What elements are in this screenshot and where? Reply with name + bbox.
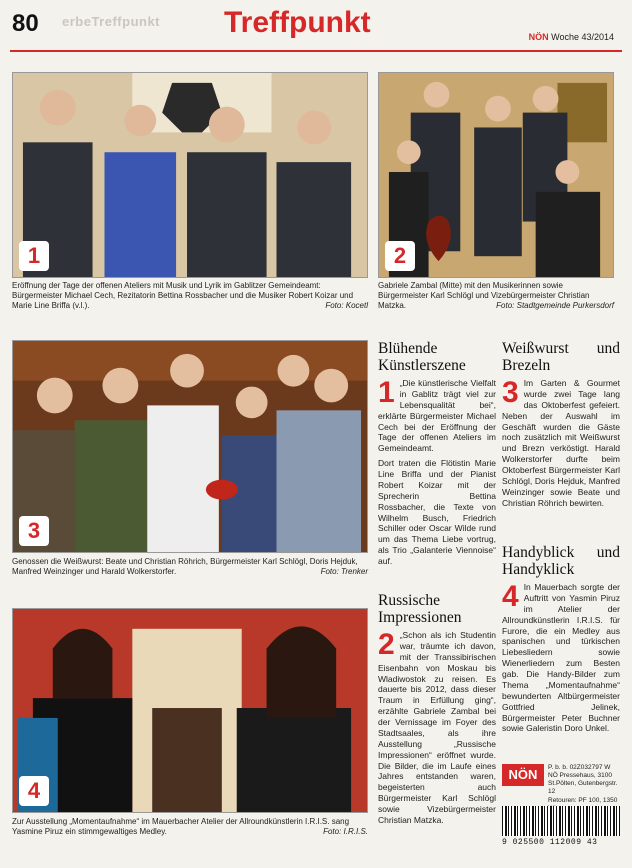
photo-4-credit: Foto: I.R.I.S. bbox=[323, 827, 368, 836]
photo-3-caption bbox=[12, 557, 368, 577]
article-handyblick-number: 4 bbox=[502, 580, 519, 614]
photo-4 bbox=[12, 608, 368, 813]
photo-2 bbox=[378, 72, 614, 278]
postal-line-1: P. b. b. 02Z032797 W bbox=[548, 764, 611, 771]
photo-4-caption bbox=[12, 817, 368, 837]
photo-3-caption-text: Genossen die Weißwurst: Beate und Christian Röhrich, Bürgermeister Karl Schlögl, Doris Hejduk, Manfred Weinzinger und Harald Wolkerstorfer. bbox=[12, 557, 358, 576]
photo-1-caption bbox=[12, 281, 368, 311]
photo-1-badge: 1 bbox=[19, 241, 49, 271]
article-handyblick-title: Handyblick und Handyklick bbox=[502, 544, 620, 579]
postal-line-2: NÖ Pressehaus, 3100 bbox=[548, 772, 612, 780]
photo-1-image bbox=[13, 73, 367, 277]
photo-3 bbox=[12, 340, 368, 553]
footer-block bbox=[502, 764, 620, 850]
article-kuenstlerszene-p1: „Die künstlerische Vielfalt in Gablitz trägt viel zur Lebensqualität bei“, erklärte Bürgermeister Michael Cech bei der Eröffnung der Tage der offenen Ateliers im Gemeindeamt. bbox=[378, 378, 496, 454]
header-rule bbox=[10, 50, 622, 52]
photo-3-image bbox=[13, 341, 367, 552]
photo-3-badge: 3 bbox=[19, 516, 49, 546]
article-weisswurst-title: Weißwurst und Brezeln bbox=[502, 340, 620, 375]
postal-line-4: Retouren: PF 100, 1350 bbox=[548, 796, 618, 804]
article-impressionen bbox=[378, 592, 496, 830]
barcode bbox=[502, 806, 620, 836]
photo-2-caption-text: Gabriele Zambal (Mitte) mit den Musikerinnen sowie Bürgermeister Karl Schlögl und Vizebürgermeister Christian Matzka. bbox=[378, 281, 590, 310]
article-handyblick-p1: In Mauerbach sorgte der Auftritt von Yasmin Piruz im Atelier der Allroundkünstlerin I.R.I.S. für Furore, die ein Medley aus spanischen und türkischen Liebesliedern sowie Wienerliedern zum Besten gab. Die Handy-Bilder zum Thema „Momentaufnahme“ bewunderten Altbürgermeister Gottfried Jelinek, Bürgermeister Peter Buchner sowie Galeristin Doro Unkel. bbox=[502, 582, 620, 734]
article-handyblick bbox=[502, 544, 620, 738]
article-kuenstlerszene-title: Blühende Künstlerszene bbox=[378, 340, 466, 375]
ghost-section-text: erbeTreffpunkt bbox=[62, 14, 161, 29]
article-weisswurst bbox=[502, 340, 620, 513]
photo-4-image bbox=[13, 609, 367, 812]
page-number: 80 bbox=[12, 10, 39, 37]
postal-line-3: St.Pölten, Gutenbergstr. 12 bbox=[548, 780, 618, 796]
section-title: Treffpunkt bbox=[224, 6, 371, 39]
photo-4-badge: 4 bbox=[19, 776, 49, 806]
issue-brand: NÖN bbox=[528, 32, 549, 42]
photo-4-caption-text: Zur Ausstellung „Momentaufnahme“ im Mauerbacher Atelier der Allroundkünstlerin I.R.I.S. sang Yasmine Piruz ein stimmgewaltiges Medley. bbox=[12, 817, 350, 836]
barcode-number: 9 025500 112009 43 bbox=[502, 838, 598, 847]
article-impressionen-p1: „Schon als ich Studentin war, träumte ich davon, mit der Transsibirischen Eisenbahn von Moskau bis Wladiwostok zu reisen. Es dauerte bis 2012, dass dieser Traum in Erfüllung ging“, erzählte Gabriele Zambal bei der Vernissage im Foyer des Stadtsaales, als ihre Ausstellung „Russische Impressionen“ eröffnet wurde. Die Bilder, die im Laufe eines Jahres entstanden waren, begeisterten auch Bürgermeister Karl Schlögl sowie Vizebürgermeister Christian Matzka. bbox=[378, 630, 496, 825]
noen-logo: NÖN bbox=[502, 764, 544, 786]
photo-1-credit: Foto: Kocetl bbox=[325, 301, 368, 310]
article-kuenstlerszene bbox=[378, 340, 496, 571]
article-weisswurst-p1: Im Garten & Gourmet wurde zwei Tage lang das Oktoberfest gefeiert. Neben der Auswahl im Geschäft wurden die Gäste noch zusätzlich mit Weißwurst und Brezn verköstigt. Harald Wolkerstorfer durfte beim Oktoberfest Bürgermeister Karl Schlögl, Doris Hejduk, Manfred Weinzinger sowie Beate und Christian Röhrich bewirten. bbox=[502, 378, 620, 508]
photo-3-credit: Foto: Trenker bbox=[320, 567, 368, 576]
photo-2-credit: Foto: Stadtgemeinde Purkersdorf bbox=[496, 301, 614, 310]
article-kuenstlerszene-p2: Dort traten die Flötistin Marie Line Briffa und der Pianist Robert Koizar mit der Sprecherin Bettina Rossbacher, die Texte von Wilhelm Busch, Friedrich Schiller oder Oscar Wilde rund um das Thema Liebe vortrug, als Trio „Galanterie Viennoise“ auf. bbox=[378, 458, 496, 567]
issue-week: Woche 43/2014 bbox=[551, 32, 614, 42]
photo-2-caption bbox=[378, 281, 614, 311]
article-kuenstlerszene-number: 1 bbox=[378, 376, 395, 410]
article-weisswurst-number: 3 bbox=[502, 376, 519, 410]
article-impressionen-title: Russische Impressionen bbox=[378, 592, 462, 627]
photo-2-badge: 2 bbox=[385, 241, 415, 271]
article-impressionen-number: 2 bbox=[378, 628, 395, 662]
issue-label bbox=[529, 32, 614, 42]
photo-1 bbox=[12, 72, 368, 278]
photo-1-caption-text: Eröffnung der Tage der offenen Ateliers mit Musik und Lyrik im Gablitzer Gemeindeamt: Bürgermeister Michael Cech, Rezitatorin Bettina Rossbacher und die Musiker Robert Koizar und Marie Line Briffa (v.l.). bbox=[12, 281, 354, 310]
